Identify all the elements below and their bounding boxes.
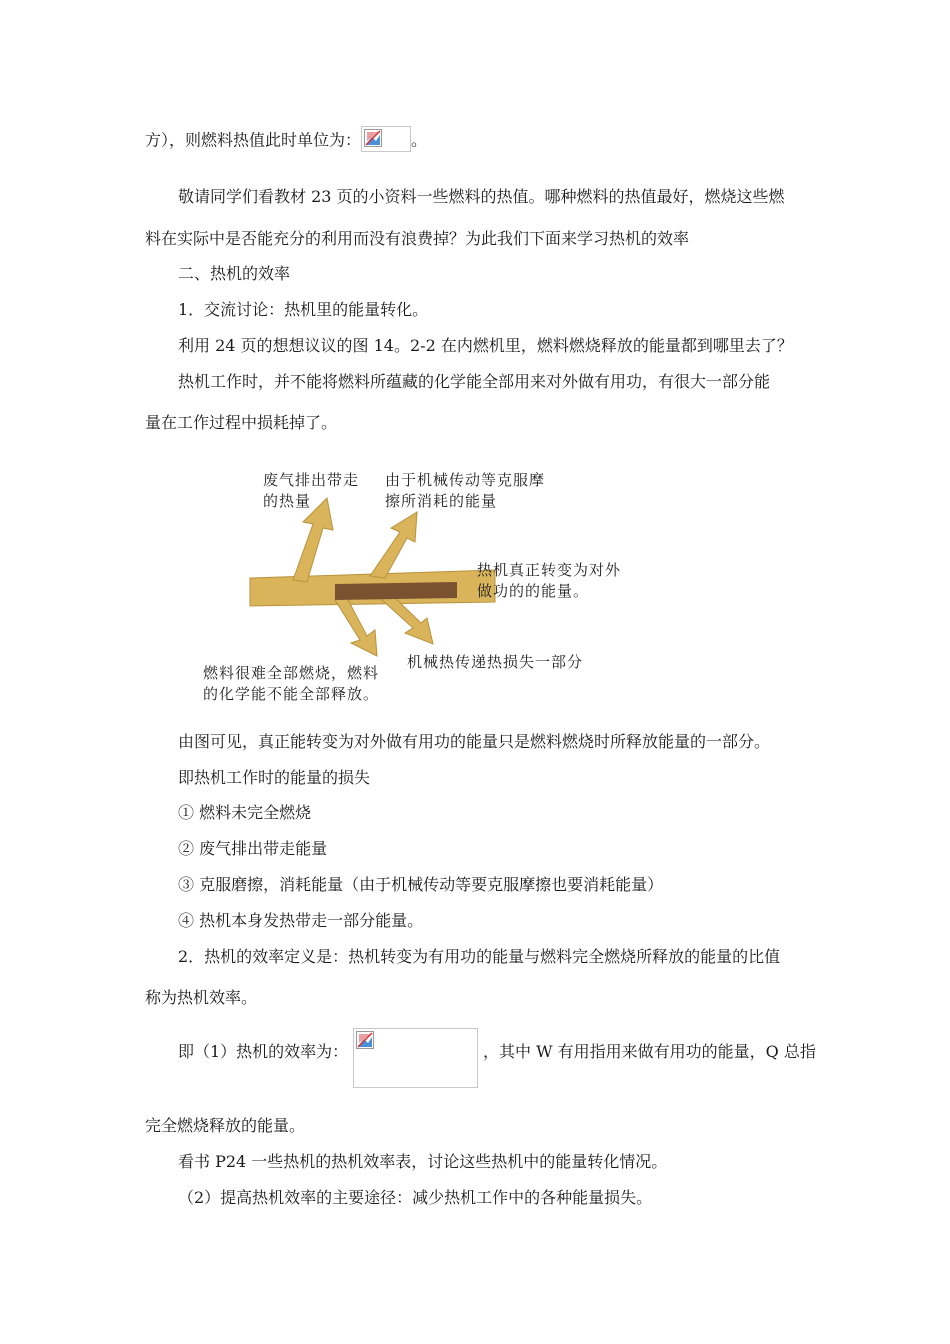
list-item: ③ 克服磨擦，消耗能量（由于机械传动等要克服摩擦也要消耗能量）: [178, 875, 664, 894]
paragraph-line: 热机工作时，并不能将燃料所蕴藏的化学能全部用来对外做有用功，有很大一部分能: [178, 372, 771, 391]
label-useful-work: [477, 560, 621, 602]
paragraph-line: 即热机工作时的能量的损失: [178, 768, 371, 787]
label-line: 的热量: [263, 492, 312, 510]
text-fragment: 方），则燃料热值此时单位为：: [145, 130, 362, 150]
paragraph-line: 完全燃烧释放的能量。: [145, 1116, 306, 1135]
label-line: 机械热传递热损失一部分: [407, 653, 584, 671]
paragraph-line: 料在实际中是否能充分的利用而没有浪费掉？为此我们下面来学习热机的效率: [145, 229, 690, 248]
list-item: ④ 热机本身发热带走一部分能量。: [178, 911, 424, 930]
label-incomplete-combustion: [203, 663, 379, 705]
list-item: ① 燃料未完全燃烧: [178, 803, 312, 822]
list-item: ② 废气排出带走能量: [178, 839, 328, 858]
label-exhaust-heat: [263, 470, 359, 512]
paragraph-line: ，其中 W 有用指用来做有用功的能量，Q 总指: [483, 1042, 816, 1061]
section-heading: 二、热机的效率: [178, 264, 291, 283]
label-line: 的化学能不能全部释放。: [203, 685, 380, 703]
paragraph-line: 由图可见，真正能转变为对外做有用功的能量只是燃料燃烧时所释放能量的一部分。: [178, 732, 771, 751]
label-line: 由于机械传动等克服摩: [385, 471, 546, 489]
paragraph-line: 称为热机效率。: [145, 988, 258, 1007]
paragraph-line: （2）提高热机效率的主要途径：减少热机工作中的各种能量损失。: [178, 1188, 653, 1207]
paragraph-line: 1．交流讨论：热机里的能量转化。: [178, 300, 429, 319]
paragraph-line: 看书 P24 一些热机的热机效率表，讨论这些热机中的能量转化情况。: [178, 1152, 668, 1171]
label-heat-transfer-loss: [407, 652, 583, 673]
label-line: 燃料很难全部燃烧，燃料: [203, 664, 380, 682]
broken-image-icon: [364, 129, 382, 147]
paragraph-line: 敬请同学们看教材 23 页的小资料一些燃料的热值。哪种燃料的热值最好，燃烧这些燃: [178, 187, 785, 206]
paragraph-line: 即（1）热机的效率为：: [178, 1042, 349, 1061]
energy-flow-diagram: [195, 460, 655, 710]
text-fragment: 。: [411, 130, 428, 150]
label-line: 擦所消耗的能量: [385, 492, 498, 510]
paragraph-line: 量在工作过程中损耗掉了。: [145, 413, 338, 432]
label-line: 做功的的能量。: [477, 582, 590, 600]
formula-image-efficiency: [353, 1028, 478, 1088]
label-friction-loss: [385, 470, 545, 512]
paragraph-line: 利用 24 页的想想议议的图 14。2-2 在内燃机里，燃料燃烧释放的能量都到哪里去了？: [178, 336, 793, 355]
label-line: 废气排出带走: [263, 471, 360, 489]
broken-image-icon: [356, 1031, 374, 1049]
paragraph-line: [145, 128, 427, 154]
label-line: 热机真正转变为对外: [477, 561, 622, 579]
formula-image-unit: [361, 126, 411, 152]
paragraph-line: 2．热机的效率定义是：热机转变为有用功的能量与燃料完全燃烧所释放的能量的比值: [178, 947, 781, 966]
